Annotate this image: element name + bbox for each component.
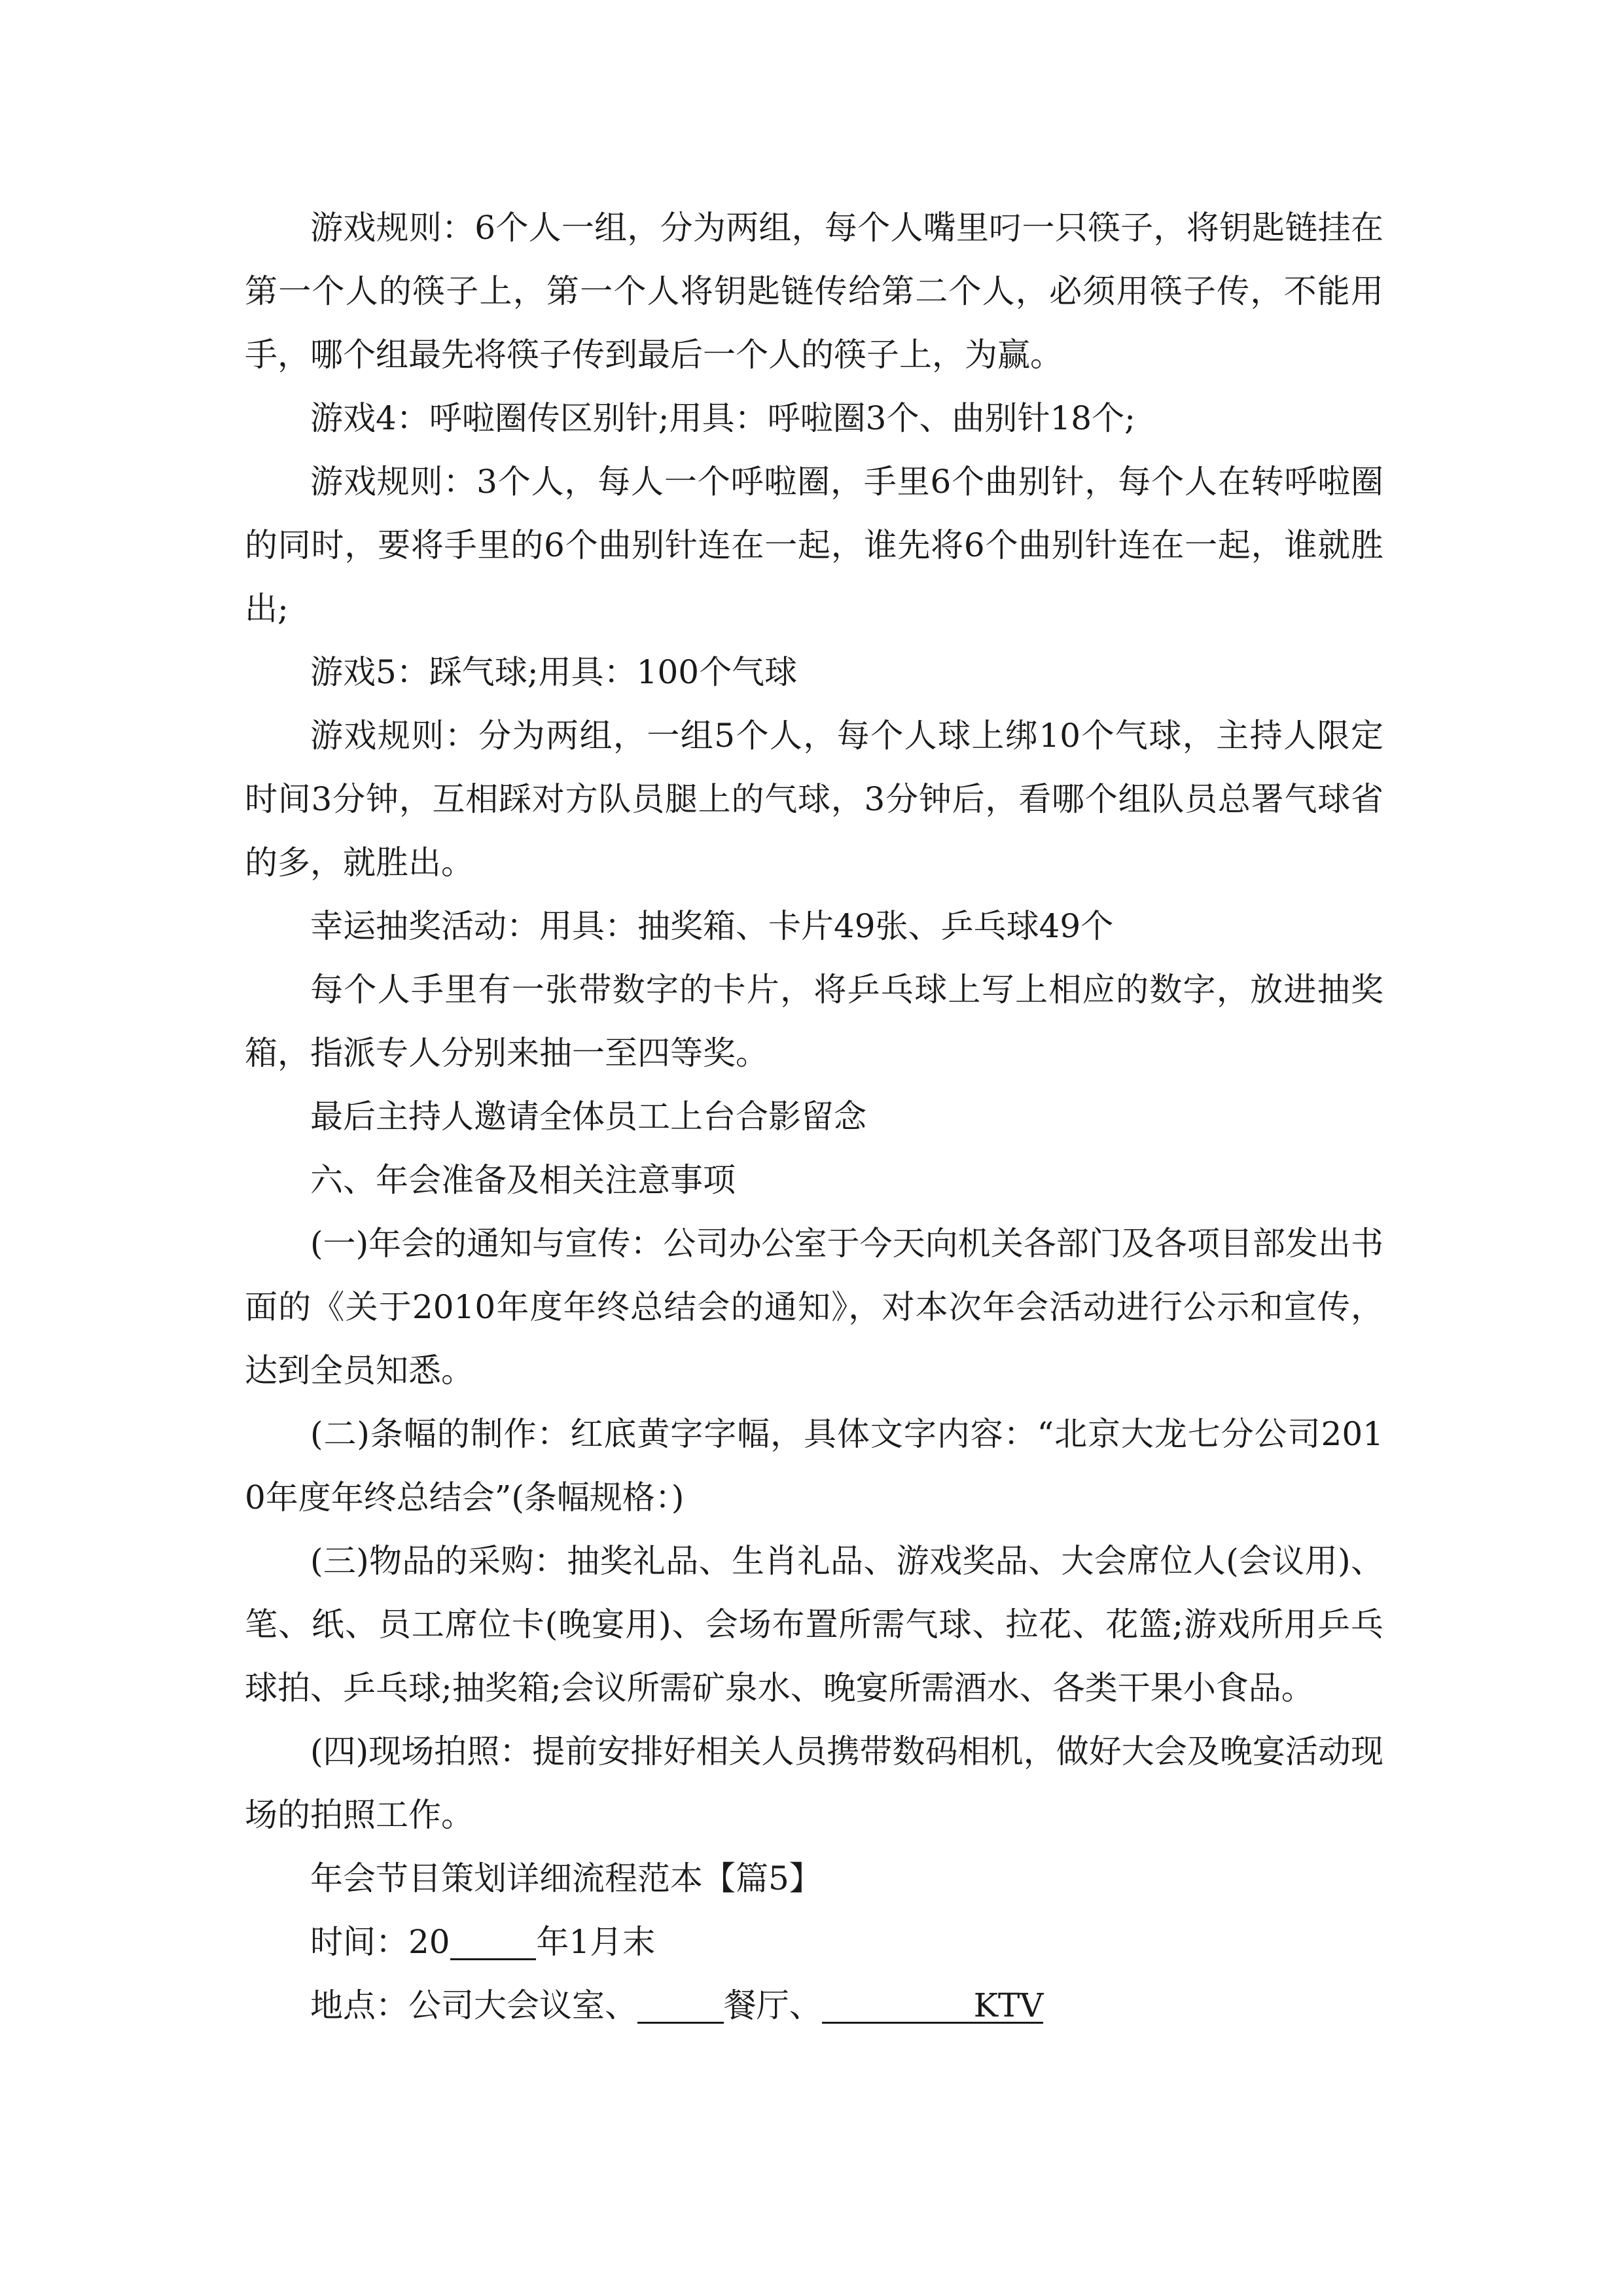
place-prefix: 地点：公司大会议室、 (310, 1986, 637, 2024)
paragraph-game-5: 游戏5：踩气球;用具：100个气球 (310, 653, 798, 691)
time-line (245, 1910, 1383, 1974)
paragraph-game-rules-balloons: 游戏规则：分为两组，一组5个人，每个人球上绑10个气球，主持人限定时间3分钟，互相踩对方队员腿上的气球，3分钟后，看哪个组队员总署气球省的多，就胜出。 (245, 717, 1383, 882)
place-line (245, 1974, 1383, 2037)
paragraph-lucky-draw: 幸运抽奖活动：用具：抽奖箱、卡片49张、乒乓球49个 (310, 907, 1114, 945)
time-prefix: 时间：20 (310, 1923, 450, 1961)
paragraph-game-rules-hula-hoop: 游戏规则：3个人，每人一个呼啦圈，手里6个曲别针，每个人在转呼啦圈的同时，要将手里的6个曲别针连在一起，谁先将6个曲别针连在一起，谁就胜出; (245, 463, 1383, 628)
section-title-part-5: 年会节目策划详细流程范本【篇5】 (310, 1859, 822, 1897)
place-suffix: KTV (908, 1989, 1044, 2024)
time-blank (450, 1926, 537, 1960)
place-middle: 餐厅、 (723, 1986, 822, 2024)
paragraph-game-4: 游戏4：呼啦圈传区别针;用具：呼啦圈3个、曲别针18个; (310, 399, 1135, 437)
time-suffix: 年1月末 (536, 1923, 656, 1961)
paragraph-lucky-draw-rules: 每个人手里有一张带数字的卡片，将乒乓球上写上相应的数字，放进抽奖箱，指派专人分别来抽一至四等奖。 (245, 971, 1383, 1072)
paragraph-purchasing: (三)物品的采购：抽奖礼品、生肖礼品、游戏奖品、大会席位人(会议用)、笔、纸、员工席位卡(晚宴用)、会场布置所需气球、拉花、花篮;游戏所用乒乓球拍、乒乓球;抽奖箱;会议所需矿泉水、晚宴所需酒水、各类干果小食品。 (245, 1542, 1383, 1707)
paragraph-game-rules-chopsticks: 游戏规则：6个人一组，分为两组，每个人嘴里叼一只筷子，将钥匙链挂在第一个人的筷子上，第一个人将钥匙链传给第二个人，必须用筷子传，不能用手，哪个组最先将筷子传到最后一个人的筷子上，为赢。 (245, 209, 1383, 374)
paragraph-banner: (二)条幅的制作：红底黄字字幅，具体文字内容：“北京大龙七分公司2010年度年终总结会”(条幅规格：) (245, 1415, 1383, 1516)
paragraph-notice: (一)年会的通知与宣传：公司办公室于今天向机关各部门及各项目部发出书面的《关于2010年度年终总结会的通知》，对本次年会活动进行公示和宣传，达到全员知悉。 (245, 1225, 1383, 1390)
place-blank-2 (822, 1989, 908, 2024)
document-body (245, 196, 1383, 2037)
section-heading-preparation: 六、年会准备及相关注意事项 (310, 1161, 736, 1199)
place-blank-1 (637, 1989, 724, 2024)
paragraph-group-photo: 最后主持人邀请全体员工上台合影留念 (310, 1098, 866, 1136)
paragraph-photography: (四)现场拍照：提前安排好相关人员携带数码相机，做好大会及晚宴活动现场的拍照工作。 (245, 1732, 1383, 1834)
